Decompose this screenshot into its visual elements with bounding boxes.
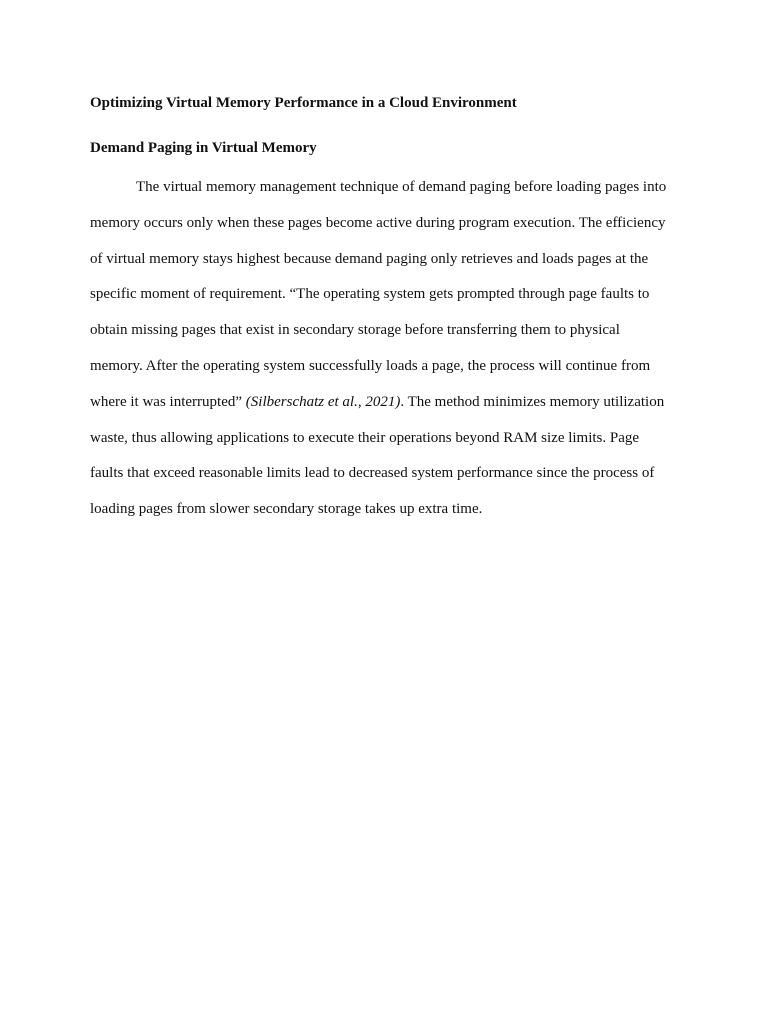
body-paragraph — [90, 170, 670, 528]
line-text-after-citation: . The method minimizes memory utilization — [400, 393, 665, 410]
paragraph-line: The virtual memory management technique of demand paging before loading pages into — [136, 179, 667, 195]
paragraph-line: loading pages from slower secondary storage takes up extra time. — [90, 501, 483, 518]
paragraph-line-with-citation — [90, 385, 670, 421]
paragraph-line: of virtual memory stays highest because demand paging only retrieves and loads pages at the — [90, 250, 649, 267]
citation: (Silberschatz et al., 2021) — [245, 393, 401, 410]
document-content — [90, 92, 670, 528]
paragraph-line: faults that exceed reasonable limits lead to decreased system performance since the process of — [90, 465, 655, 482]
paragraph-line: obtain missing pages that exist in secondary storage before transferring them to physical — [90, 322, 620, 339]
paragraph-line: memory occurs only when these pages become active during program execution. The efficiency — [90, 214, 666, 231]
paragraph-line: waste, thus allowing applications to execute their operations beyond RAM size limits. Page — [90, 429, 640, 446]
document-title: Optimizing Virtual Memory Performance in a Cloud Environment — [90, 95, 517, 111]
paragraph-line: specific moment of requirement. “The operating system gets prompted through page faults to — [90, 286, 650, 303]
section-heading: Demand Paging in Virtual Memory — [90, 140, 317, 156]
line-text-before-citation: where it was interrupted” — [90, 393, 246, 410]
paragraph-line: memory. After the operating system successfully loads a page, the process will continue from — [90, 357, 651, 374]
